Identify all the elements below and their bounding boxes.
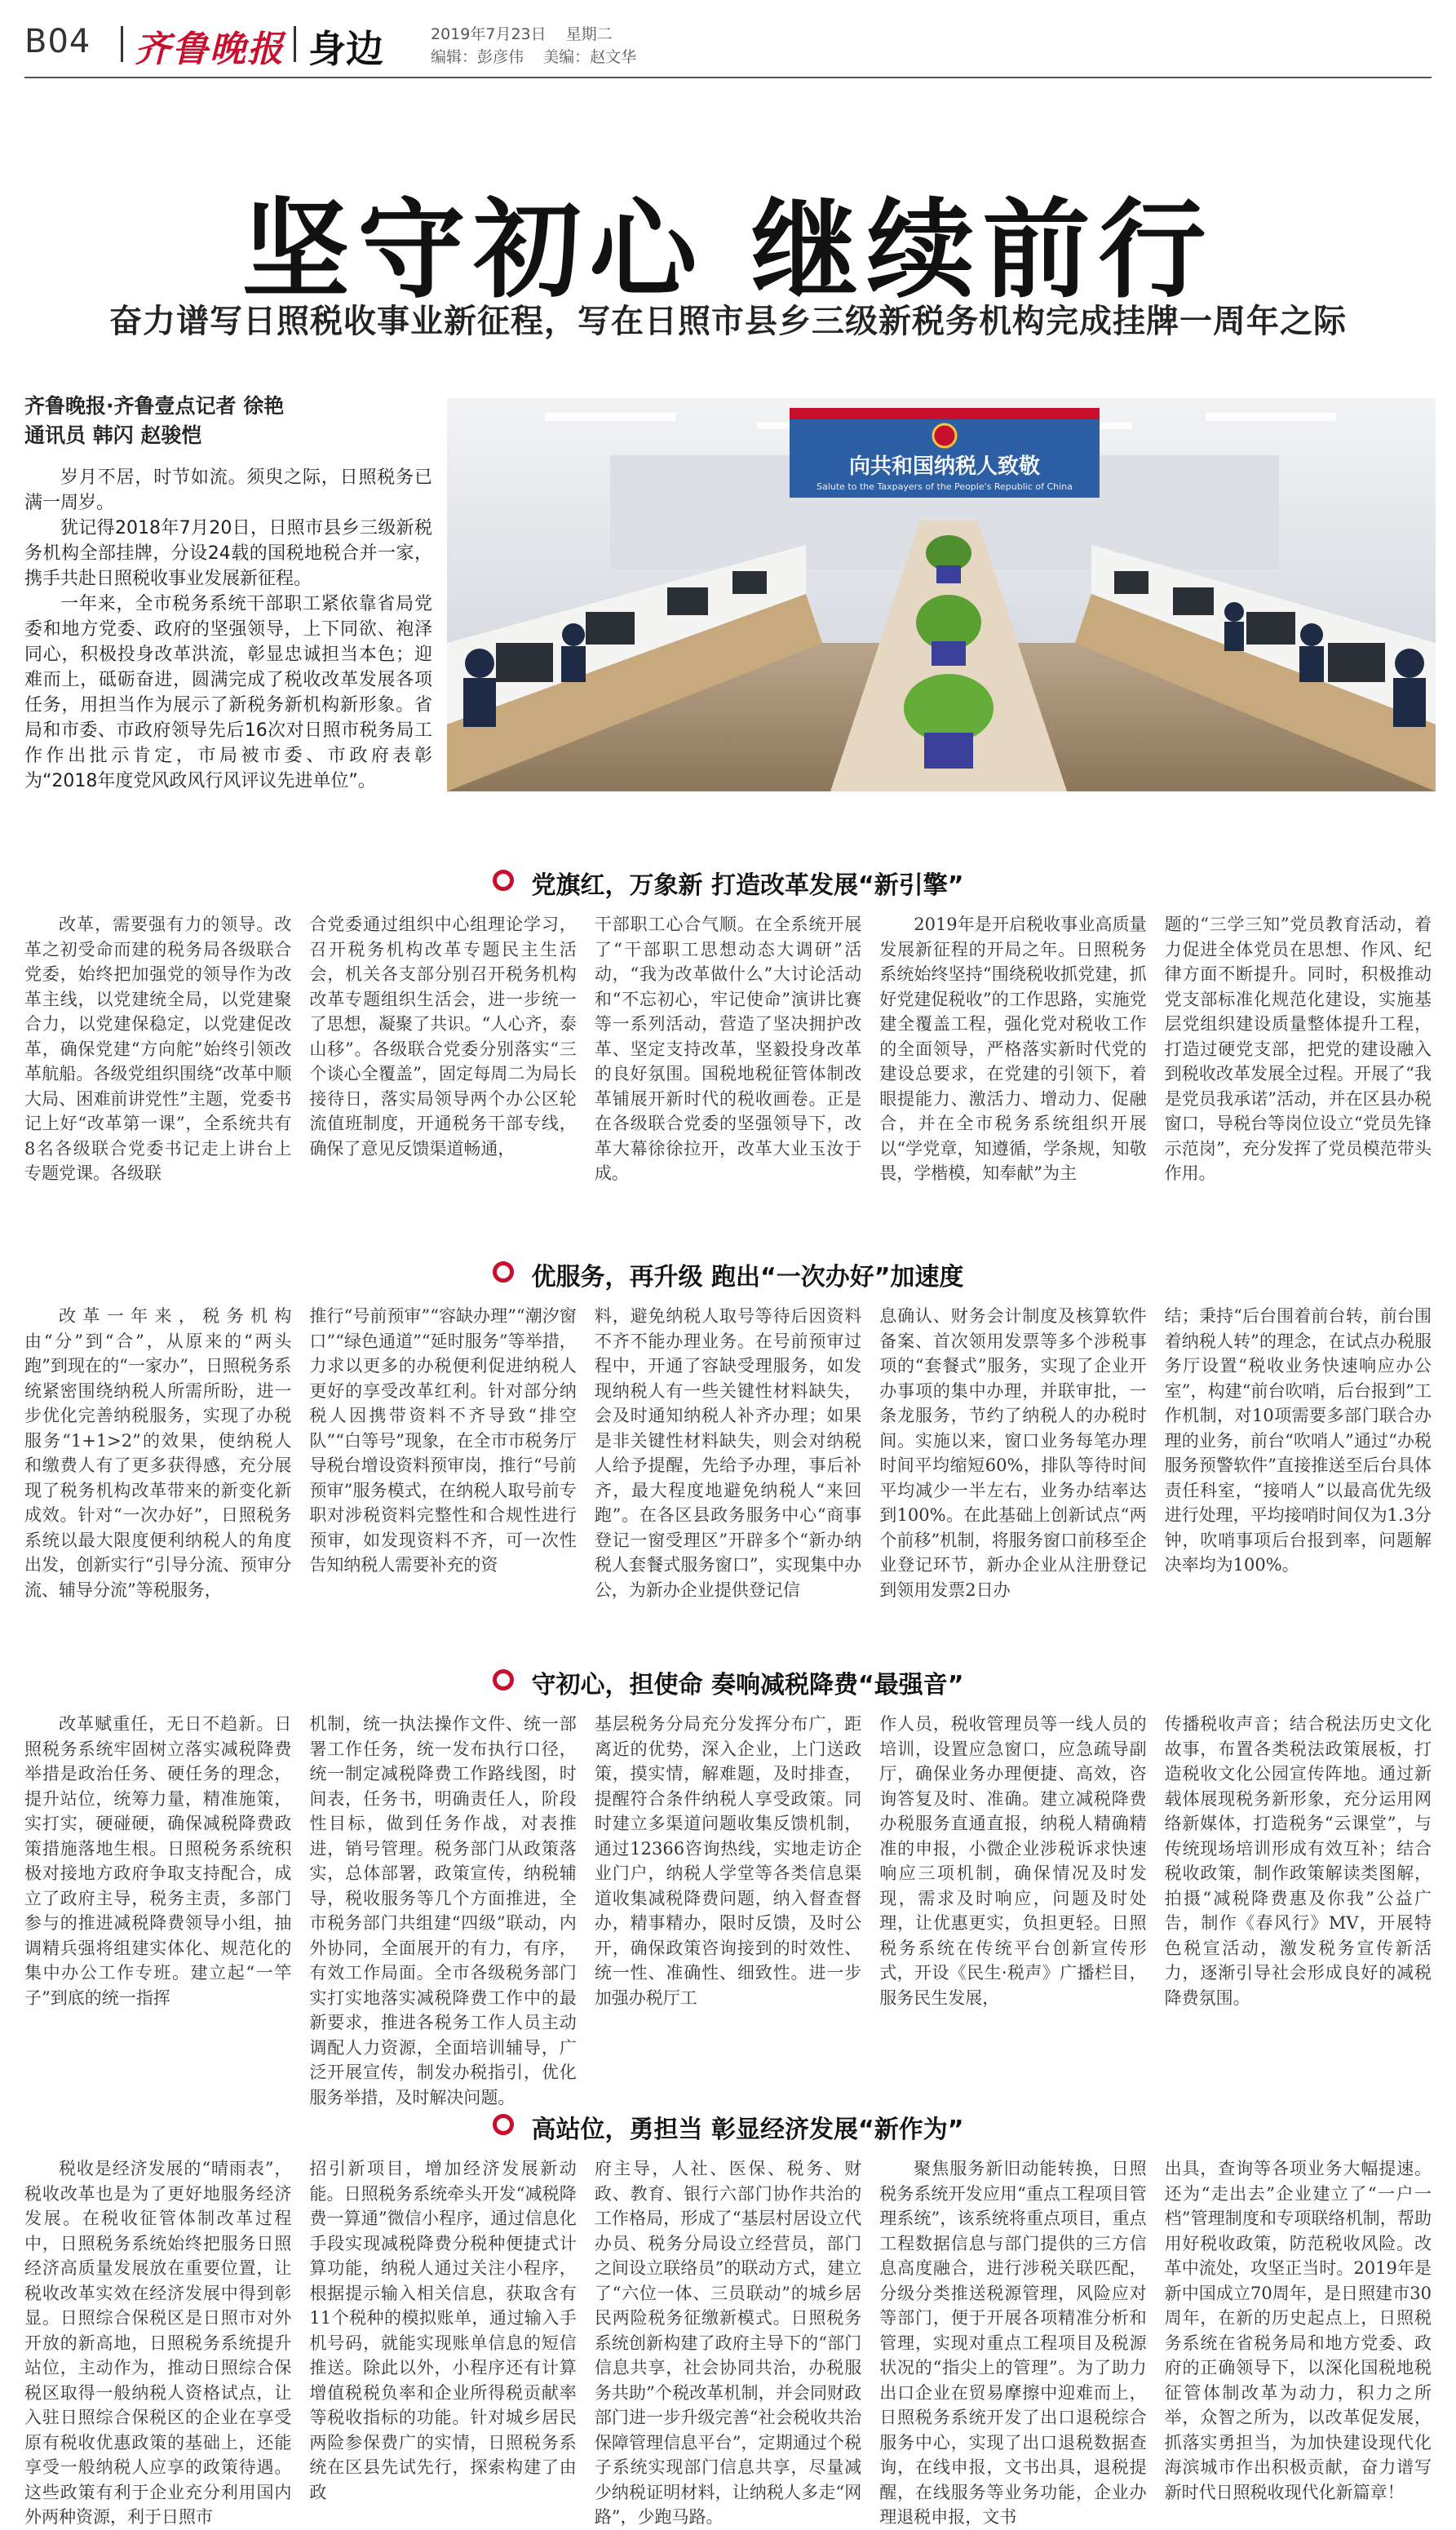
lede-paragraph: 岁月不居，时节如流。须臾之际，日照税务已满一周岁。 — [24, 467, 432, 513]
paragraph: 传播税收声音；结合税法历史文化故事，布置各类税法政策展板，打造税收文化公园宣传阵地。通过新载体展现税务新形象，充分运用网络新媒体，打造税务“云课堂”，与传统现场培训形成有效互补；结合税收政策，制作政策解读类图解，拍摄“减税降费惠及你我”公益广告，制作《春风行》MV，开展特色税宣活动，激发税务宣传新活力，逐渐引导社会形成良好的减税降费氛围。 — [1164, 1714, 1432, 2008]
text-column — [879, 2156, 1147, 2527]
text-column — [24, 2156, 292, 2527]
subheadline: 奋力谱写日照税收事业新征程，写在日照市县乡三级新税务机构完成挂牌一周年之际 — [109, 303, 1347, 340]
byline-reporter: 齐鲁晚报·齐鲁壹点记者 徐艳 — [24, 394, 285, 418]
paragraph: 改革赋重任，无日不趋新。日照税务系统牢固树立落实减税降费举措是政治任务、硬任务的理念，提升站位，统筹力量，精准施策，实打实，硬碰硬，确保减税降费政策措施落地生根。日照税务系统积极对接地方政府争取支持配合，成立了政府主导，税务主责，多部门参与的推进减税降费领导小组，抽调精兵强将组建实体化、规范化的集中办公工作专班。建立起“一竿子”到底的统一指挥 — [24, 1714, 292, 2008]
paragraph: 推行“号前预审”“容缺办理”“潮汐窗口”“绿色通道”“延时服务”等举措，力求以更多的办税便利促进纳税人更好的享受改革红利。针对部分纳税人因携带资料不齐导致“排空队”“白等号”现象，在全市市税务厅导税台增设资料预审岗，推行“号前预审”服务模式，在纳税人取号前专职对涉税资料完整性和合规性进行预审，如发现资料不齐，可一次性告知纳税人需要补充的资 — [309, 1306, 577, 1575]
paragraph: 合党委通过组织中心组理论学习，召开税务机构改革专题民主生活会，机关各支部分别召开税务机构改革专题组织生活会，进一步统一了思想，凝聚了共识。“人心齐，泰山移”。各级联合党委分别落实“三个谈心全覆盖”，固定每周二为局长接待日，落实局领导两个办公区轮流值班制度，开通税务干部专线，确保了意见反馈渠道畅通， — [309, 915, 577, 1159]
text-column — [309, 1304, 576, 1646]
section-heading — [0, 865, 1456, 904]
paragraph: 改革，需要强有力的领导。改革之初受命而建的税务局各级联合党委，始终把加强党的领导作为改革主线，以党建统全局，以党建聚合力，以党建保稳定，以党建促改革，确保党建“方向舵”始终引领改革航船。各级党组织围绕“改革中顺大局、困难前讲党性”主题，党委书记上好“改革第一课”，全系统共有8名各级联合党委书记走上讲台上专题党课。各级联 — [24, 915, 292, 1183]
newspaper-logo: 齐鲁晚报 — [135, 29, 285, 70]
text-column — [1165, 1304, 1432, 1646]
section-heading — [0, 2109, 1456, 2148]
circle-bullet-icon — [493, 870, 514, 891]
section-title: 守初心，担使命 奏响减税降费“最强音” — [531, 1671, 964, 1699]
circle-bullet-icon — [493, 2114, 514, 2135]
headline: 坚守初心 继续前行 — [241, 188, 1215, 313]
byline-correspondents: 通讯员 韩闪 赵骏恺 — [24, 423, 202, 447]
section-title: 高站位，勇担当 彰显经济发展“新作为” — [531, 2116, 964, 2144]
text-column — [879, 912, 1146, 1238]
circle-bullet-icon — [493, 1261, 514, 1283]
banner-text: 向共和国纳税人致敬 — [848, 454, 1041, 479]
paragraph: 出具，查询等各项业务大幅提速。还为“走出去”企业建立了“一户一档”管理制度和专项联络机制，帮助用好税收政策，防范税收风险。改革中流处，攻坚正当时。2019年是新中国成立70周年，是日照建市30周年，在新的历史起点上，日照税务系统在省税务局和地方党委、政府的正确领导下，以深化国税地税征管体制改革为动力，积力之所举，众智之所为，以改革促发展，抓落实勇担当，为加快建设现代化海滨城市作出积极贡献，奋力谱写新时代日照税收现代化新篇章！ — [1164, 2159, 1432, 2502]
text-column — [24, 1712, 291, 2095]
editor-credit: 编辑：彭彦伟 — [431, 48, 524, 66]
issue-date: 2019年7月23日 — [431, 25, 547, 43]
text-column — [309, 912, 576, 1238]
text-column — [309, 2156, 577, 2502]
paragraph: 息确认、财务会计制度及核算软件备案、首次领用发票等多个涉税事项的“套餐式”服务，实现了企业开办事项的集中办理，并联审批，一条龙服务，节约了纳税人的办税时间。实施以来，窗口业务每笔办理时间平均缩短60%，排队等待时间平均减少一半左右，业务办结率达到100%。在此基础上创新试点“两个前移”机制，将服务窗口前移至企业登记环节，新办企业从注册登记到领用发票2日办 — [879, 1306, 1147, 1600]
paragraph: 机制，统一执法操作文件、统一部署工作任务，统一发布执行口径，统一制定减税降费工作路线图，时间表，任务书，明确责任人，阶段性目标，做到任务作战，对表推进，销号管理。税务部门从政策落实，总体部署，政策宣传，纳税辅导，税收服务等几个方面推进，全市税务部门共组建“四级”联动，内外协同，全面展开的有力，有序，有效工作局面。全市各级税务部门实打实地落实减税降费工作中的最新要求，推进各税务工作人员主动调配人力资源，全面培训辅导，广泛开展宣传，制发办税指引，优化服务举措，及时解决问题。 — [309, 1714, 577, 2107]
text-column — [1165, 1712, 1432, 2095]
text-column — [1165, 912, 1432, 1238]
byline — [24, 392, 432, 450]
tax-service-hall-photo — [447, 398, 1436, 791]
article-columns — [24, 1712, 1432, 2107]
paragraph: 结；秉持“后台围着前台转，前台围着纳税人转”的理念，在试点办税服务厅设置“税收业务快速响应办公室”，构建“前台吹哨，后台报到”工作机制，对10项需要多部门联合办理的业务，前台“吹哨人”通过“办税服务预警软件”直接推送至后台具体责任科室，“接哨人”以最高优先级进行处理，平均接哨时间仅为1.3分钟，吹哨事项后台报到率，问题解决率均为100%。 — [1164, 1306, 1432, 1575]
paragraph: 2019年是开启税收事业高质量发展新征程的开局之年。日照税务系统始终坚持“围绕税收抓党建，抓好党建促税收”的工作思路，实施党建全覆盖工程，强化党对税收工作的全面领导，严格落实新时代党的建设总要求，在党建的引领下，着眼提能力、激活力、增动力、促融合，并在全市税务系统组织开展以“学党章，知遵循，学条规，知敬畏，学楷模，知奉献”为主 — [879, 915, 1147, 1183]
paragraph: 干部职工心合气顺。在全系统开展了“干部职工思想动态大调研”活动，“我为改革做什么”大讨论活动和“不忘初心，牢记使命”演讲比赛等一系列活动，营造了坚决拥护改革、坚定支持改革，坚毅投身改革的良好氛围。国税地税征管体制改革铺展开新时代的税收画卷。正是在各级联合党委的坚强领导下，改革大幕徐徐拉开，改革大业玉汝于成。 — [594, 915, 862, 1183]
paragraph: 税收是经济发展的“晴雨表”，税收改革也是为了更好地服务经济发展。在税收征管体制改革过程中，日照税务系统始终把服务日照经济高质量发展放在重要位置，让税收改革实效在经济发展中得到彰显。日照综合保税区是日照市对外开放的新高地，日照税务系统提升站位，主动作为，推动日照综合保税区取得一般纳税人资格试点，让入驻日照综合保税区的企业在享受原有税收优惠政策的基础上，还能享受一般纳税人应享的政策待遇。这些政策有利于企业充分利用国内外两种资源，利于日照市 — [24, 2159, 292, 2527]
paragraph: 聚焦服务新旧动能转换，日照税务系统开发应用“重点工程项目管理系统”，该系统将重点项目，重点工程数据信息与部门提供的三方信息高度融合，进行涉税关联匹配，分级分类推送税源管理，风险应对等部门，便于开展各项精准分析和管理，实现对重点工程项目及税源状况的“指尖上的管理”。为了助力出口企业在贸易摩擦中迎难而上，日照税务系统开发了出口退税综合服务中心，实现了出口退税数据查询，在线申报，文书出具，退税提醒，在线服务等业务功能，企业办理退税申报，文书 — [879, 2159, 1147, 2527]
masthead-divider — [121, 26, 123, 62]
article-columns — [24, 2156, 1432, 2527]
section-title: 党旗红，万象新 打造改革发展“新引擎” — [531, 871, 964, 900]
text-column — [1164, 2156, 1432, 2502]
paragraph: 府主导，人社、医保、税务、财政、教育、银行六部门协作共治的工作格局，形成了“基层村居设立代办员、税务分局设立经营员，部门之间设立联络员”的联动方式，建立了“六位一体、三员联动”的城乡居民两险税务征缴新模式。日照税务系统创新构建了政府主导下的“部门信息共享，社会协同共治，办税服务共助”个税改革机制，并会同财政部门进一步升级完善“社会税收共治保障管理信息平台”，定期通过个税子系统实现部门信息共享，尽量减少纳税证明材料，让纳税人多走“网路”，少跑马路。 — [594, 2159, 862, 2527]
text-column — [595, 1304, 861, 1646]
paragraph: 作人员，税收管理员等一线人员的培训，设置应急窗口，应急疏导副厅，确保业务办理便捷、高效，咨询答复及时、准确。建立减税降费办税服务直通直报，纳税人精确精准的申报，小微企业涉税诉求快速响应三项机制，确保情况及时发现，需求及时响应，问题及时处理，让优惠更实，负担更轻。日照税务系统在传统平台创新宣传形式，开设《民生·税声》广播栏目，服务民生发展， — [879, 1714, 1147, 2008]
paragraph: 料，避免纳税人取号等待后因资料不齐不能办理业务。在号前预审过程中，开通了容缺受理服务，如发现纳税人有一些关键性材料缺失，会及时通知纳税人补齐办理；如果是非关键性材料缺失，则会对纳税人给予提醒，先给予办理，事后补齐，最大程度地避免纳税人“来回跑”。在各区县政务服务中心“商事登记一窗受理区”开辟多个“新办纳税人套餐式服务窗口”，实现集中办公，为新办企业提供登记信 — [594, 1306, 862, 1600]
text-column — [24, 1304, 291, 1646]
photo-illustration — [447, 398, 1436, 791]
lede — [24, 465, 432, 794]
section-heading — [0, 1256, 1456, 1296]
masthead-divider — [294, 26, 296, 62]
section-title: 优服务，再升级 跑出“一次办好”加速度 — [531, 1263, 964, 1292]
section-name: 身边 — [308, 27, 383, 71]
issue-meta — [431, 23, 651, 69]
designer-credit: 美编：赵文华 — [543, 48, 637, 66]
issue-weekday: 星期二 — [565, 25, 613, 43]
banner-subtext: Salute to the Taxpayers of the People's Republic of China — [817, 481, 1073, 492]
text-column — [24, 912, 291, 1238]
article-columns — [24, 1304, 1432, 1646]
text-column — [879, 1304, 1146, 1646]
text-column — [309, 1712, 577, 2107]
section-heading — [0, 1664, 1456, 1704]
masthead — [24, 15, 1432, 80]
paragraph: 基层税务分局充分发挥分布广，距离近的优势，深入企业，上门送政策，摸实情，解难题，及时排查，提醒符合条件纳税人享受政策。同时建立多渠道问题收集反馈机制，通过12366咨询热线，实地走访企业门户，纳税人学堂等各类信息渠道收集减税降费问题，纳入督查督办，精事精办，限时反馈，及时公开，确保政策咨询接到的时效性、统一性、准确性、细致性。进一步加强办税厅工 — [594, 1714, 862, 2008]
text-column — [879, 1712, 1146, 2095]
text-column — [595, 1712, 861, 2095]
paragraph: 改革一年来，税务机构由“分”到“合”，从原来的“两头跑”到现在的“一家办”，日照税务系统紧密围绕纳税人所需所盼，进一步优化完善纳税服务，实现了办税服务“1+1>2”的效果，使纳税人和缴费人有了更多获得感，充分展现了税务机构改革带来的新变化新成效。针对“一次办好”，日照税务系统以最大限度便利纳税人的角度出发，创新实行“引导分流、预审分流、辅导分流”等税服务， — [24, 1306, 292, 1600]
masthead-rule — [24, 77, 1432, 78]
paragraph: 题的“三学三知”党员教育活动，着力促进全体党员在思想、作风、纪律方面不断提升。同时，积极推动党支部标准化规范化建设，实施基层党组织建设质量整体提升工程，打造过硬党支部，把党的建设融入到税收改革发展全过程。开展了“我是党员我承诺”活动，并在区县办税窗口，导税台等岗位设立“党员先锋示范岗”，充分发挥了党员模范带头作用。 — [1164, 915, 1432, 1183]
page-number: B04 — [24, 23, 91, 60]
circle-bullet-icon — [493, 1669, 514, 1690]
lede-paragraph: 犹记得2018年7月20日，日照市县乡三级新税务机构全部挂牌，分设24载的国税地税合并一家，携手共赴日照税收事业发展新征程。 — [24, 518, 432, 589]
paragraph: 招引新项目，增加经济发展新动能。日照税务系统牵头开发“减税降费一算通”微信小程序，通过信息化手段实现减税降费分税种便捷式计算功能，纳税人通过关注小程序，根据提示输入相关信息，获取含有11个税种的模拟账单，通过输入手机号码，就能实现账单信息的短信推送。除此以外，小程序还有计算增值税税负率和企业所得税贡献率等税收指标的功能。针对城乡居民两险参保费广的实情，日照税务系统在区县先试先行，探索构建了由政 — [309, 2159, 577, 2502]
lede-paragraph: 一年来，全市税务系统干部职工紧依靠省局党委和地方党委、政府的坚强领导，上下同欲、袍泽同心，积极投身改革洪流，彰显忠诚担当本色；迎难而上，砥砺奋进，圆满完成了税收改革发展各项任务，用担当作为展示了新税务新机构新形象。省局和市委、市政府领导先后16次对日照市税务局工作作出批示肯定，市局被市委、市政府表彰为“2018年度党风政风行风评议先进单位”。 — [24, 594, 432, 791]
text-column — [595, 912, 861, 1238]
text-column — [594, 2156, 862, 2527]
article-columns — [24, 912, 1432, 1238]
